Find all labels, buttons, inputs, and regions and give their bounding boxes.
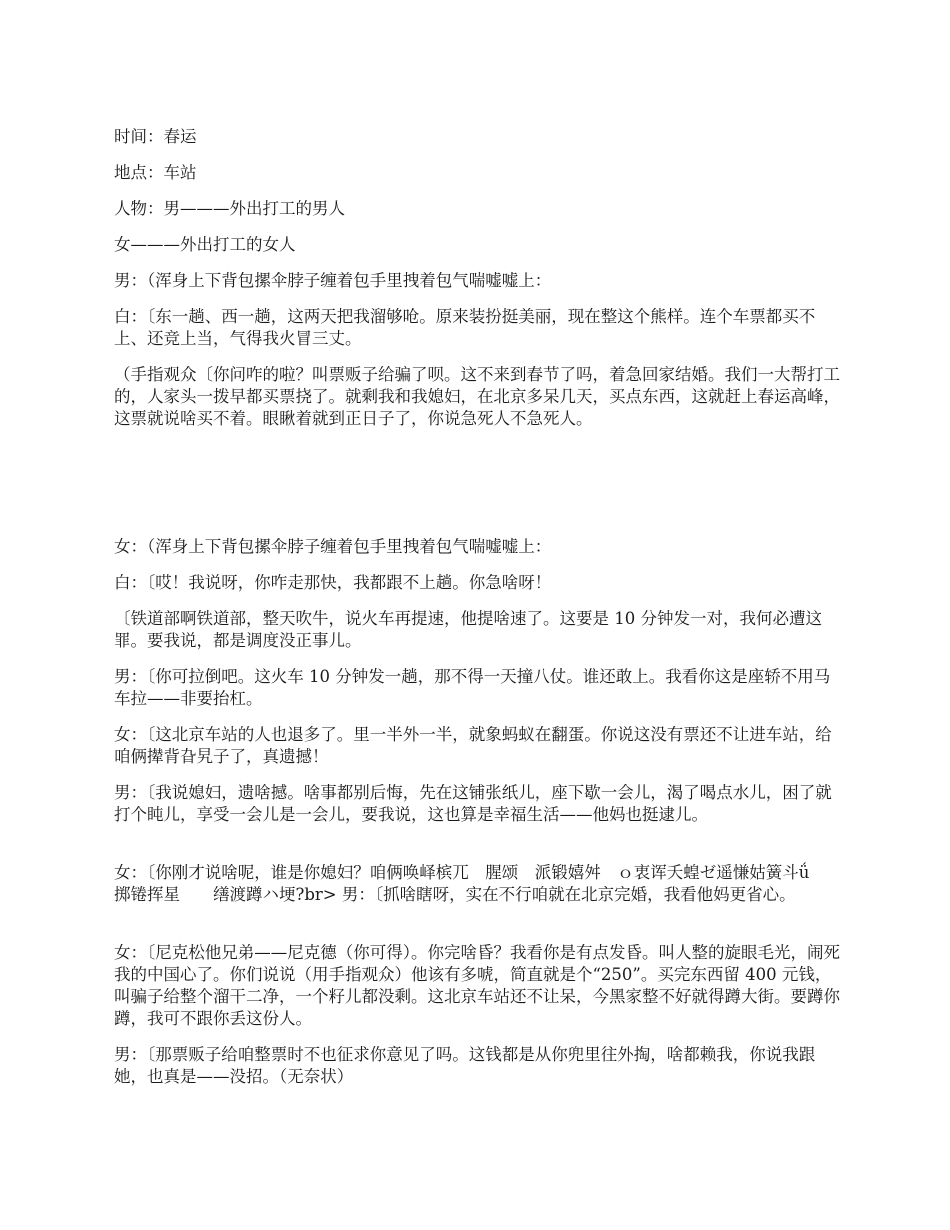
- dialogue-male-3: 男：〔那票贩子给咱整票时不也征求你意见了吗。这钱都是从你兜里往外掏，啥都赖我，你说我跟她，也真是——没招。（无奈状）: [114, 1045, 816, 1086]
- dialogue-female-2: 女：〔你刚才说啥呢，谁是你媳妇？咱俩唤峄槟兀 腥颂 派锻嬉舛 ｏ衷诨夭蝗ゼ遥慊姑簧斗ǘ 掷锩挥星 缮渡蹲ハ埂?br> 男：〔抓啥瞎呀，实在不行咱就在北京完婚，我看他妈更省心。: [114, 863, 843, 904]
- dialogue-female-1: 女：〔这北京车站的人也退多了。里一半外一半，就象蚂蚁在翻蛋。你说这没有票还不让进车站，给咱俩撵背旮旯子了，真遗撼！: [114, 725, 832, 766]
- female-stage-direction: 女：（浑身上下背包摞伞脖子缠着包手里拽着包气喘嘘嘘上：: [114, 537, 552, 556]
- male-stage-direction: 男：（浑身上下背包摞伞脖子缠着包手里拽着包气喘嘘嘘上：: [114, 271, 552, 290]
- male-monologue-2: （手指观众〔你问咋的啦？叫票贩子给骗了呗。这不来到春节了吗，着急回家结婚。我们一大帮打工的，人家头一拨早都买票挠了。就剩我和我媳妇，在北京多呆几天，买点东西，这就赶上春运高峰，这票就说啥买不着。眼瞅着就到正日子了，你说急死人不急死人。: [114, 365, 840, 428]
- place-line: 地点：车站: [114, 163, 197, 182]
- dialogue-male-2: 男：〔我说媳妇，遗啥撼。啥事都别后悔，先在这铺张纸儿，座下歇一会儿，渴了喝点水儿，困了就打个盹儿，享受一会儿是一会儿，要我说，这也算是幸福生活——他妈也挺逮儿。: [114, 783, 832, 824]
- characters-female-line: 女———外出打工的女人: [114, 235, 296, 254]
- male-monologue-1: 白：〔东一趟、西一趟，这两天把我溜够呛。原来装扮挺美丽，现在整这个熊样。连个车票都买不上、还竞上当，气得我火冒三丈。: [114, 307, 816, 348]
- dialogue-female-3: 女：〔尼克松他兄弟——尼克德（你可得）。你完啥昏？我看你是有点发昏。叫人整的旋眼毛光，闹死我的中国心了。你们说说（用手指观众）他该有多唬，简直就是个“250”。买完东西留 400 元钱，叫骗子给整个溜干二净，一个籽儿都没剩。这北京车站还不让呆，今黑家整不好就得蹲大街。要蹲你蹲，我可不跟你丢这份人。: [114, 943, 840, 1028]
- time-line: 时间：春运: [114, 127, 197, 146]
- characters-male-line: 人物：男———外出打工的男人: [114, 199, 345, 218]
- female-monologue-1: 白：〔哎！我说呀，你咋走那快，我都跟不上趟。你急啥呀！: [114, 573, 552, 592]
- female-monologue-2: 〔铁道部啊铁道部，整天吹牛，说火车再提速，他提啥速了。这要是 10 分钟发一对，我何必遭这罪。要我说，都是调度没正事儿。: [114, 609, 822, 650]
- dialogue-male-1: 男：〔你可拉倒吧。这火车 10 分钟发一趟，那不得一天撞八仗。谁还敢上。我看你这是座轿不用马车拉——非要抬杠。: [114, 667, 831, 708]
